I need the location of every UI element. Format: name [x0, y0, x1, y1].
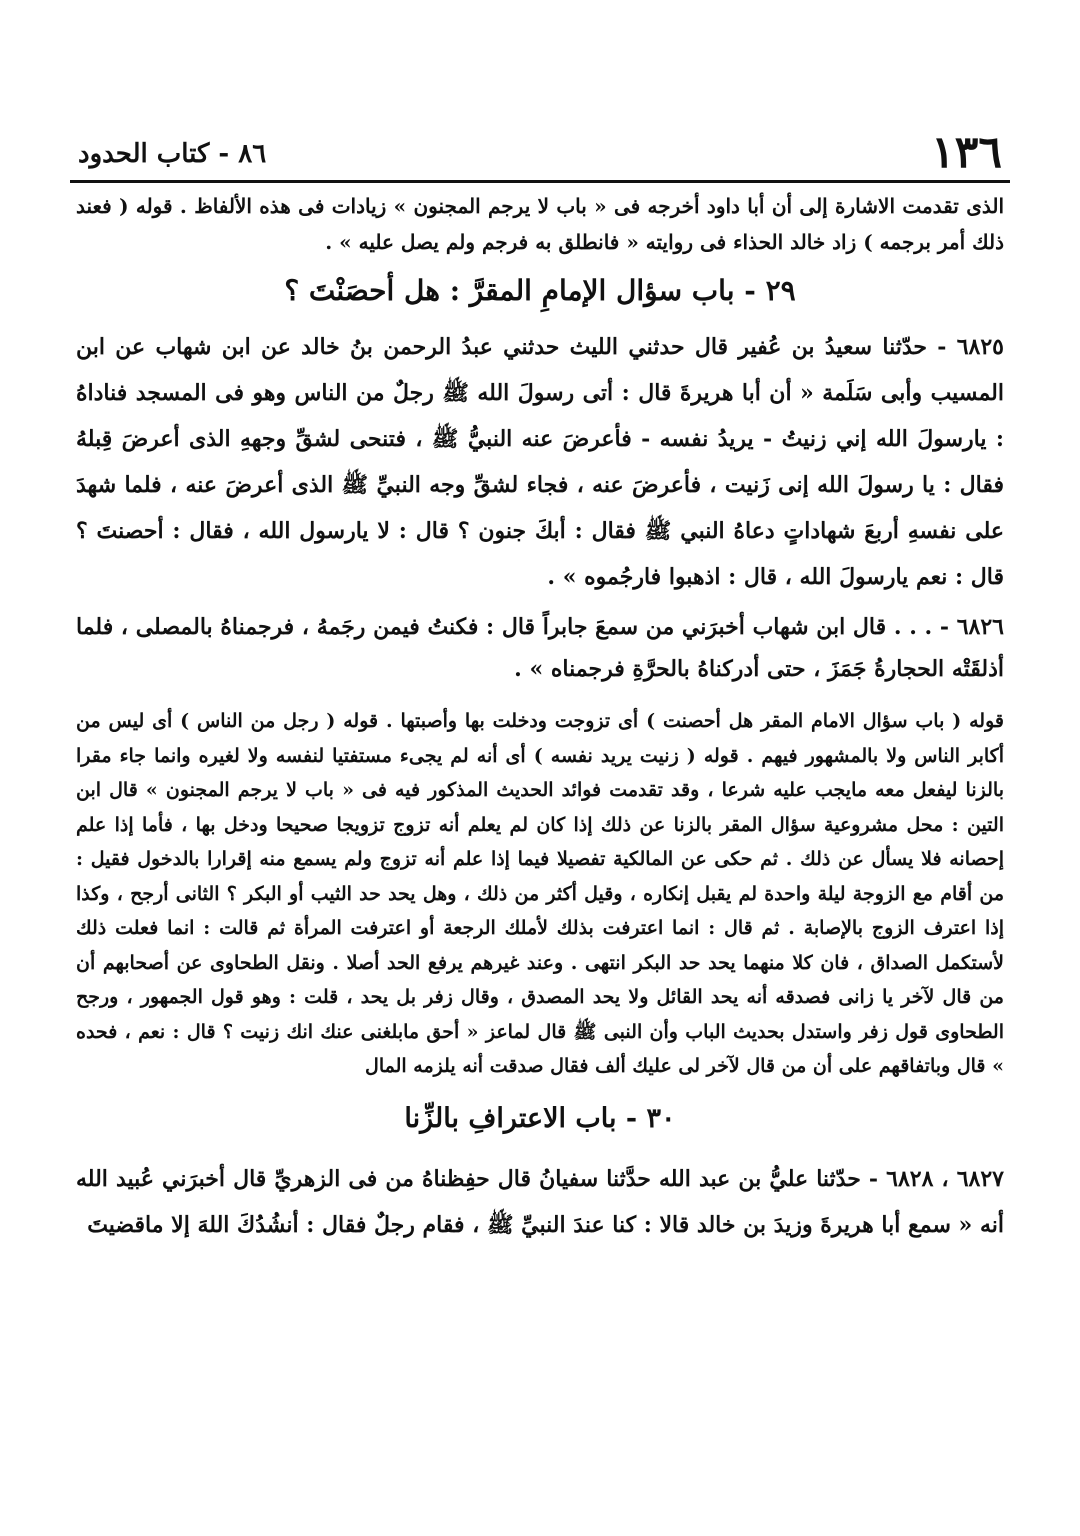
lead-paragraph: الذى تقدمت الاشارة إلى أن أبا داود أخرجه فى « باب لا يرجم المجنون » زيادات فى هذه الألفاظ . قوله ( فعند ذلك أمر برجمه ) زاد خالد الحذاء فى روايته « فانطلق به فرجم ولم يصل عليه » . [76, 194, 1004, 254]
chapter-title: ٨٦ - كتاب الحدود [78, 139, 267, 169]
bab-29-heading: ٢٩ - باب سؤال الإمامِ المقرَّ : هل أحصَنْتَ ؟ [284, 274, 796, 307]
page-body [76, 188, 1004, 1248]
bab-30-heading: ٣٠ - باب الاعترافِ بالزِّنا [404, 1102, 676, 1134]
hadith-6826: ٦٨٢٦ - . . . قال ابن شهاب أخبرَني من سمعَ جابراً قال : فكنتُ فيمن رجَمهُ ، فرجمناهُ بالمصلى ، فلما أذلقَتْه الحجارةُ جَمَزَ ، حتى أدركناهُ بالحرَّةِ فرجمناه » . [76, 614, 1004, 682]
hadith-6825: ٦٨٢٥ - حدّثنا سعيدُ بن عُفير قال حدثني الليث حدثني عبدُ الرحمن بنُ خالد عن ابن شهاب عن ابن المسيب وأبى سَلَمة « أن أبا هريرةَ قال : أتى رسولَ الله ﷺ رجلٌ من الناس وهو فى المسجد فناداهُ : يارسولَ الله إني زنيتُ - يريدُ نفسه - فأعرضَ عنه النبيُّ ﷺ ، فتنحى لشقِّ وجههِ الذى أعرضَ قِبلهُ فقال : يا رسولَ الله إنى زَنيت ، فأعرضَ عنه ، فجاء لشقِّ وجه النبيِّ ﷺ الذى أعرضَ عنه ، فلما شهدَ على نفسهِ أربعَ شهاداتٍ دعاهُ النبي ﷺ فقال : أبكَ جنون ؟ قال : لا يارسول الله ، فقال : أحصنتَ ؟ قال : نعم يارسولَ الله ، قال : اذهبوا فارجُموه » . [76, 334, 1004, 590]
hadith-6827-6828: ٦٨٢٧ ، ٦٨٢٨ - حدّثنا عليُّ بن عبد الله حدَّثنا سفيانُ قال حفِظناهُ من فى الزهريِّ قال أخبرَني عُبيد الله أنه « سمع أبا هريرةَ وزيدَ بن خالد قالا : كنا عندَ النبيِّ ﷺ ، فقام رجلٌ فقال : أنشُدُكَ اللهَ إلا ماقضيتَ [76, 1165, 1004, 1238]
running-header [78, 128, 1002, 178]
commentary-paragraph: قوله ( باب سؤال الامام المقر هل أحصنت ) أى تزوجت ودخلت بها وأصبتها . قوله ( رجل من الناس ) أى ليس من أكابر الناس ولا بالمشهور فيهم . قوله ( زنيت يريد نفسه ) أى أنه لم يجىء مستفتيا لنفسه ولا لغيره وانما جاء مقرا بالزنا ليفعل معه مايجب عليه شرعا ، وقد تقدمت فوائد الحديث المذكور فيه فى « باب لا يرجم المجنون » قال ابن التين : محل مشروعية سؤال المقر بالزنا عن ذلك إذا كان لم يعلم أنه تزوج تزويجا صحيحا ودخل بها ، فأما إذا علم إحصانه فلا يسأل عن ذلك . ثم حكى عن المالكية تفصيلا فيما إذا علم أنه تزوج ولم يسمع منه إقرارا بالدخول فقيل : من أقام مع الزوجة ليلة واحدة لم يقبل إنكاره ، وقيل أكثر من ذلك ، وهل يحد حد الثيب أو البكر ؟ الثانى أرجح ، وكذا إذا اعترف الزوج بالإصابة . ثم قال : انما اعترفت بذلك لأملك الرجعة أو اعترفت المرأة ثم قالت : انما فعلت ذلك لأستكمل الصداق ، فان كلا منهما يحد حد البكر انتهى . وعند غيرهم يرفع الحد أصلا . ونقل الطحاوى عن أصحابهم أن من قال لآخر يا زانى فصدقه أنه يحد القائل ولا يحد المصدق ، وقال زفر بل يحد ، قلت : وهو قول الجمهور ، ورجح الطحاوى قول زفر واستدل بحديث الباب وأن النبى ﷺ قال لماعز « أحق مابلغنى عنك انك زنيت ؟ قال : نعم ، فحده » قال وباتفاقهم على أن من قال لآخر لى عليك ألف فقال صدقت أنه يلزمه المال [76, 710, 1004, 1077]
page-number: ١٣٦ [931, 127, 1002, 178]
header-rule [70, 180, 1010, 183]
